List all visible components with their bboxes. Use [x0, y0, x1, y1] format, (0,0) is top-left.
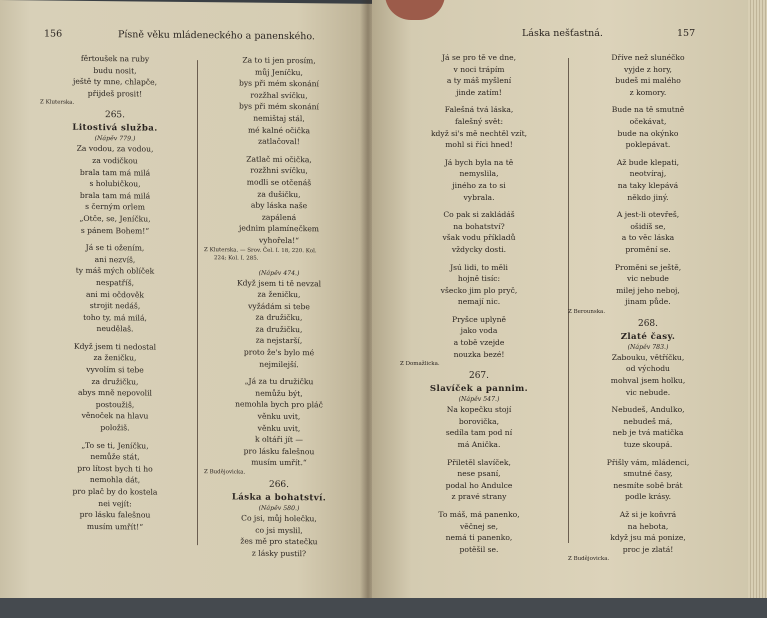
verse-line: nemištaj stál, — [253, 113, 305, 124]
verse-line: nemohla dát, — [89, 475, 141, 485]
verse-line: věnku uvit, — [257, 423, 301, 433]
verse-line: vyžádám si tebe — [248, 301, 310, 311]
verse-line: falešný svět: — [454, 116, 504, 126]
verse-line: žes mě pro statečku — [240, 536, 318, 547]
verse-line: rozžhni svíčku, — [250, 165, 308, 176]
verse-line: Já bych byla na tě — [444, 157, 514, 167]
verse-line: vyvolím si tebe — [86, 364, 144, 375]
verse-line: nemá ti panenko, — [445, 533, 513, 543]
running-title: Písně věku mládeneckého a panenského. — [118, 29, 315, 43]
verse-line: promění se. — [625, 244, 671, 254]
verse-line: Až si je koňvrá — [619, 510, 677, 519]
verse-line: nemají nic. — [457, 297, 501, 307]
text-column-left-1 — [40, 52, 190, 533]
verse-line: toho ty, má milá, — [83, 312, 147, 323]
verse-line: hojně tisíc: — [457, 274, 501, 284]
song-title: Zlaté časy. — [620, 331, 676, 342]
verse-line: když si's mě nechtěl vzít, — [430, 128, 528, 138]
verse-line: nespatříš, — [95, 277, 135, 288]
verse-line: za ženičku, — [93, 353, 137, 363]
verse-line: pro lásku falešnou — [79, 510, 151, 520]
verse-line: věnku uvit, — [257, 411, 301, 422]
text-column-left-2 — [204, 54, 354, 560]
verse-line: nouzka bezé! — [453, 349, 505, 359]
verse-line: ani nezvíš, — [94, 254, 136, 265]
verse-line: To máš, má panenko, — [438, 510, 520, 519]
verse-line: zapálená — [261, 212, 297, 222]
verse-line: a to věc láska — [621, 233, 675, 243]
verse-line: věčnej se, — [460, 521, 498, 531]
verse-line: sedíla tam pod ní — [445, 428, 513, 438]
verse-line: a tobě vzejde — [453, 338, 505, 348]
verse-line: vyhořela!“ — [258, 235, 300, 246]
verse-line: má Anička. — [457, 440, 501, 450]
song-title: Litostivá služba. — [72, 123, 158, 135]
verse-line: Za vodou, za vodou, — [76, 144, 154, 154]
verse-line: podle krásy. — [625, 492, 671, 502]
verse-line: za družičku, — [255, 324, 303, 335]
verse-line: fěrtoušek na ruby — [80, 53, 150, 64]
song-number: 267. — [468, 371, 490, 382]
verse-line: poklepávat. — [625, 140, 671, 150]
verse-line: na hebota, — [627, 521, 669, 531]
verse-line: „Já za tu družičku — [244, 376, 314, 387]
source-note: 224; Kol. I. 285. — [214, 254, 259, 262]
verse-line: Zabouku, větříčku, — [611, 352, 685, 362]
verse-line: Co jsi, můj holečku, — [241, 513, 317, 524]
source-note: Z Kluterska. — [40, 99, 75, 107]
verse-line: nejmilejší. — [259, 359, 299, 369]
source-note: Z Berounska. — [568, 308, 606, 315]
verse-line: proto že's bylo mé — [243, 347, 315, 358]
verse-line: za ženičku, — [257, 289, 301, 300]
verse-line: jako voda — [460, 326, 498, 336]
verse-line: za vodičkou — [92, 155, 138, 166]
verse-line: milej jeho neboj, — [616, 285, 680, 295]
verse-line: Co pak si zakládáš — [443, 210, 515, 220]
source-note: Z Budějovicka. — [568, 556, 610, 563]
verse-line: budeš mi malého — [615, 76, 681, 86]
song-title: Slavíček a pannim. — [429, 384, 529, 395]
verse-line: nemůže stát, — [90, 452, 140, 462]
verse-line: brala tam má milá — [79, 167, 151, 178]
verse-line: bys při mém skonání — [239, 78, 319, 89]
verse-line: rozžhal svíčku, — [250, 90, 308, 101]
verse-line: vždycky dosti. — [451, 244, 507, 254]
song-title: Láska a bohatství. — [231, 492, 327, 504]
verse-line: nebudeš má, — [623, 416, 673, 426]
verse-line: Až bude klepati, — [616, 157, 680, 167]
song-number: 268. — [637, 318, 659, 329]
verse-line: s černým orlem — [85, 202, 145, 212]
verse-line: tuze skoupá. — [623, 440, 673, 450]
text-column-right-1 — [400, 52, 558, 555]
song-number: 266. — [268, 479, 290, 491]
verse-line: vic nebude. — [625, 387, 671, 397]
song-number: 265. — [104, 110, 126, 121]
verse-line: pro lítost bych ti ho — [77, 463, 153, 474]
melody-reference: (Nápěv 580.) — [258, 504, 300, 513]
verse-line: strojit nedáš, — [89, 301, 141, 311]
verse-line: za družičku, — [91, 376, 139, 387]
verse-line: všecko jim plo pryč, — [440, 285, 518, 295]
verse-line: A jest-li otevřeš, — [616, 210, 680, 220]
verse-line: můj Jeníčku, — [255, 67, 303, 77]
verse-line: na bohatství? — [453, 221, 505, 231]
verse-line: k oltáři jít — — [255, 434, 303, 445]
verse-line: Dříve než slunéčko — [611, 53, 685, 62]
right-page — [372, 0, 764, 600]
melody-reference: (Nápěv 547.) — [458, 396, 500, 404]
verse-line: nese psaní, — [457, 469, 501, 479]
verse-line: však vodu příkladů — [442, 233, 516, 243]
source-note: Z Budějovicka. — [204, 469, 246, 476]
page-edges — [748, 0, 767, 610]
verse-line: za družičku, — [255, 312, 303, 323]
verse-line: na taky klepává — [617, 180, 679, 190]
verse-line: vybrala. — [463, 192, 495, 202]
text-column-right-2 — [568, 52, 728, 563]
verse-line: brala tam má milá — [79, 190, 151, 201]
verse-line: co jsi myslil, — [255, 525, 303, 535]
verse-line: Zatlač mi očička, — [246, 154, 312, 165]
verse-line: v noci trápím — [453, 64, 505, 74]
verse-line: Bude na tě smutně — [611, 105, 685, 115]
verse-line: nei vejít: — [98, 498, 132, 508]
verse-line: Jsú lidi, to měli — [450, 262, 508, 272]
verse-line: z pravé strany — [451, 492, 507, 502]
verse-line: vic nebude — [627, 274, 669, 284]
verse-line: Pryšce uplyně — [452, 314, 506, 324]
verse-line: mohl si říci hned! — [445, 140, 513, 150]
verse-line: Já se pro tě ve dne, — [441, 53, 517, 62]
table-surface — [0, 598, 767, 618]
verse-line: nemyslila, — [459, 169, 499, 179]
verse-line: neudělaš. — [96, 324, 134, 334]
page-number: 157 — [677, 28, 696, 39]
verse-line: věnoček na hlavu — [81, 411, 149, 421]
verse-line: z lásky pustil? — [251, 548, 307, 558]
verse-line: musím umřít!“ — [86, 521, 144, 532]
verse-line: neb je tvá matička — [612, 428, 684, 438]
verse-line: bys při mém skonání — [239, 101, 319, 112]
source-note: Z Domažlicka. — [400, 361, 440, 368]
verse-line: Nebudeš, Andulko, — [611, 405, 685, 415]
verse-line: když jsu má ponize, — [610, 533, 686, 543]
melody-reference: (Nápěv 474.) — [258, 269, 300, 277]
source-note: Z Kluterska. — Srov. Čel. I. 18, 220. Kol. — [204, 246, 317, 254]
verse-line: abys mně nepovolil — [78, 388, 152, 398]
verse-line: „To se ti, Jeníčku, — [81, 440, 149, 451]
verse-line: podal ho Andulce — [445, 480, 513, 490]
verse-line: postoužiš, — [95, 399, 135, 410]
verse-line: od východu — [626, 364, 670, 374]
verse-line: Když jsem ti tě nevzal — [236, 277, 322, 288]
verse-line: ani mi očdověk — [86, 289, 144, 300]
verse-line: proc je zlatá! — [622, 544, 674, 554]
verse-line: s holubičkou, — [89, 179, 141, 189]
verse-line: za dušičku, — [257, 189, 301, 199]
verse-line: pro plač by do kostela — [72, 486, 158, 497]
verse-line: mé kalné očička — [247, 125, 311, 135]
verse-line: jednim plamínečkem — [238, 223, 320, 234]
verse-line: Přiletěl slavíček, — [447, 457, 511, 467]
verse-line: smutné časy, — [623, 469, 673, 479]
page-number: 156 — [44, 28, 63, 40]
verse-line: nemohla bych pro pláč — [235, 399, 323, 410]
verse-line: vyjde z hory, — [624, 64, 672, 74]
verse-line: položiš. — [100, 423, 130, 433]
verse-line: ty máš mých oblíček — [75, 266, 155, 276]
verse-line: očekávat, — [629, 116, 667, 126]
verse-line: přijdeš prosit! — [87, 88, 143, 99]
verse-line: Na kopečku stojí — [446, 405, 512, 415]
verse-line: Za to ti jen prosím, — [242, 55, 316, 66]
verse-line: pro lásku falešnou — [243, 446, 315, 457]
verse-line: Přišly vám, mládenci, — [606, 457, 690, 467]
verse-line: aby láska naše — [250, 200, 308, 211]
verse-line: nesmíte sobě brát — [613, 480, 683, 490]
verse-line: potěšil se. — [459, 544, 499, 554]
verse-line: a ty máš myšlení — [446, 76, 512, 86]
verse-line: Falešná tvá láska, — [444, 105, 514, 115]
column-divider — [197, 60, 198, 545]
melody-reference: (Nápěv 783.) — [627, 343, 669, 351]
verse-line: ošidíš se, — [630, 221, 666, 231]
verse-line: Když jsem ti nedostal — [73, 341, 157, 352]
verse-line: ještě ty mne, chlapče, — [73, 76, 157, 87]
verse-line: jinam půde. — [625, 297, 671, 307]
verse-line: jinde zatím! — [456, 87, 502, 97]
verse-line: bude na okýnko — [617, 128, 679, 138]
verse-line: musím umřít.“ — [251, 458, 307, 468]
verse-line: jiného za to si — [452, 180, 506, 190]
verse-line: budu nosit, — [93, 65, 137, 76]
verse-line: Proměni se ještě, — [614, 262, 682, 272]
left-page — [0, 0, 372, 604]
verse-line: modli se otčenáš — [246, 177, 312, 188]
verse-line: neotvíraj, — [629, 169, 667, 179]
verse-line: borovička, — [458, 416, 500, 426]
verse-line: Já se ti ožením, — [85, 243, 145, 253]
verse-line: někdo jiný. — [627, 192, 669, 202]
verse-line: za nejstarší, — [255, 336, 303, 346]
verse-line: „Otče, se, Jeníčku, — [79, 213, 151, 224]
verse-line: z komory. — [629, 87, 667, 97]
verse-line: nemůžu být, — [255, 388, 303, 399]
verse-line: mohval jsem holku, — [610, 376, 686, 386]
verse-line: s pánem Bohem!“ — [80, 225, 150, 236]
melody-reference: (Nápěv 779.) — [94, 135, 136, 143]
running-title: Láska nešťastná. — [522, 28, 603, 39]
verse-line: zatlačoval! — [258, 136, 300, 147]
